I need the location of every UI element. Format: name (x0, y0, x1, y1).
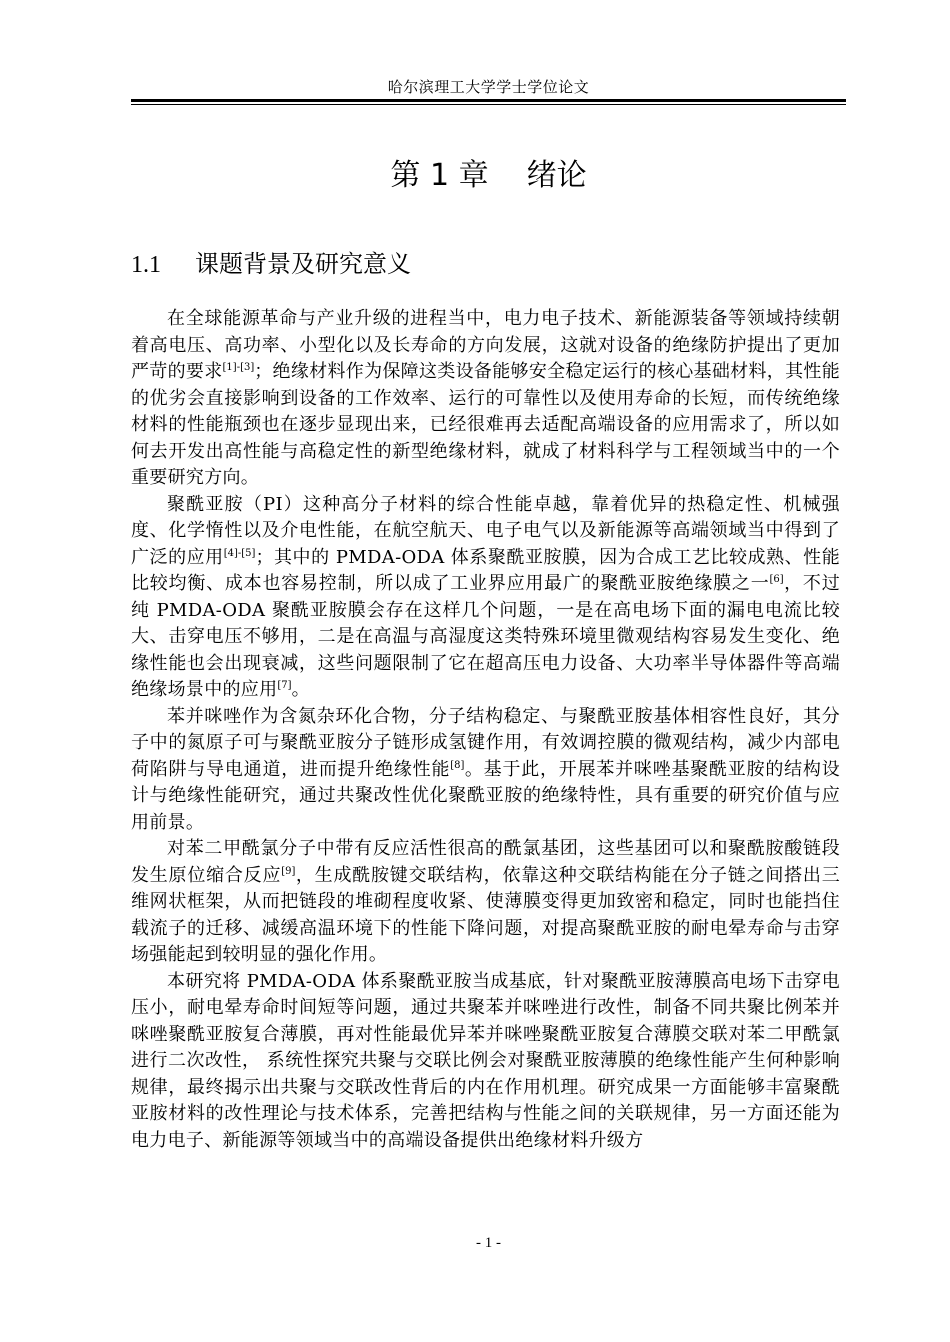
paragraph-text: ；绝缘材料作为保障这类设备能够安全稳定运行的核心基础材料，其性能的优劣会直接影响到设备的工作效率、运行的可靠性以及使用寿命的长短，而传统绝缘材料的性能瓶颈也在逐步显现出来，已经很难再去适配高端设备的应用需求了，所以如何去开发出高性能与高稳定性的新型绝缘材料，就成了材料科学与工程领域当中的一个重要研究方向。 (131, 361, 840, 488)
running-header: 哈尔滨理工大学学士学位论文 (387, 78, 590, 96)
chapter-number: 第 1 章 (390, 158, 489, 193)
paragraph (131, 704, 840, 837)
paragraph (131, 969, 840, 1155)
paragraph-text: 本研究将 PMDA-ODA 体系聚酰亚胺当成基底，针对聚酰亚胺薄膜高电场下击穿电压小，耐电晕寿命时间短等问题，通过共聚苯并咪唑进行改性，制备不同共聚比例苯并咪唑聚酰亚胺复合薄膜，再对性能最优异苯并咪唑聚酰亚胺复合薄膜交联对苯二甲酰氯进行二次改性， 系统性探究共聚与交联比例会对聚酰亚胺薄膜的绝缘性能产生何种影响规律，最终揭示出共聚与交联改性背后的内在作用机理。研究成果一方面能够丰富聚酰亚胺材料的改性理论与技术体系，完善把结构与性能之间的关联规律，另一方面还能为电力电子、新能源等领域当中的高端设备提供出绝缘材料升级方 (131, 970, 840, 1151)
citation: [4]-[5] (223, 547, 256, 559)
paragraph-text: 苯并咪唑作为含氮杂环化合物，分子结构稳定、与聚酰亚胺基体相容性良好，其分子中的氮原子可与聚酰亚胺分子链形成氢键作用，有效调控膜的微观结构，减少内部电荷陷阱与导电通道，进而提升绝缘性能 (131, 705, 840, 780)
paragraph-text: 在全球能源革命与产业升级的进程当中，电力电子技术、新能源装备等领域持续朝着高电压、高功率、小型化以及长寿命的方向发展，这就对设备的绝缘防护提出了更加严苛的要求 (131, 308, 840, 382)
citation: [6] (769, 574, 784, 585)
paragraph-text: 对苯二甲酰氯分子中带有反应活性很高的酰氯基团，这些基团可以和聚酰胺酸链段发生原位缩合反应 (131, 838, 840, 886)
paragraph (131, 836, 840, 969)
page-number: - 1 - (476, 1235, 501, 1251)
citation: [9] (281, 865, 296, 877)
header-rule-thick (131, 99, 846, 102)
citation: [1]-[3] (222, 362, 255, 373)
section-heading (131, 248, 846, 281)
paragraph-text: ，生成酰胺键交联结构，依靠这种交联结构能在分子链之间搭出三维网状框架，从而把链段的堆砌程度收紧、使薄膜变得更加致密和稳定，同时也能挡住载流子的迁移、减缓高温环境下的性能下降问题，对提高聚酰亚胺的耐电晕寿命与击穿场强能起到较明显的强化作用。 (131, 864, 840, 965)
chapter-heading (131, 158, 846, 194)
body-text (131, 306, 840, 1154)
paragraph-text: ；其中的 PMDA-ODA 体系聚酰亚胺膜，因为合成工艺比较成熟、性能比较均衡、成本也容易控制，所以成了工业界应用最广的聚酰亚胺绝缘膜之一 (131, 546, 841, 594)
paragraph (131, 492, 840, 704)
section-number: 1.1 (131, 252, 161, 278)
paragraph (131, 306, 840, 492)
header-rule-thin (131, 104, 846, 105)
chapter-title: 绪论 (526, 158, 587, 193)
paragraph-text: 聚酰亚胺（PI）这种高分子材料的综合性能卓越，靠着优异的热稳定性、机械强度、化学惰性以及介电性能，在航空航天、电子电气以及新能源等高端领域当中得到了广泛的应用 (131, 493, 840, 568)
citation: [7] (277, 680, 292, 691)
paragraph-text: 。 (291, 679, 310, 700)
citation: [8] (450, 759, 465, 771)
paragraph-text: 。基于此，开展苯并咪唑基聚酰亚胺的结构设计与绝缘性能研究，通过共聚改性优化聚酰亚胺的绝缘特性，具有重要的研究价值与应用前景。 (131, 758, 840, 833)
paragraph-text: ，不过纯 PMDA-ODA 聚酰亚胺膜会存在这样几个问题，一是在高电场下面的漏电电流比较大、击穿电压不够用，二是在高温与高湿度这类特殊环境里微观结构容易发生变化、绝缘性能也会出现衰减，这些问题限制了它在超高压电力设备、大功率半导体器件等高端绝缘场景中的应用 (131, 573, 840, 700)
section-title: 课题背景及研究意义 (195, 250, 411, 278)
